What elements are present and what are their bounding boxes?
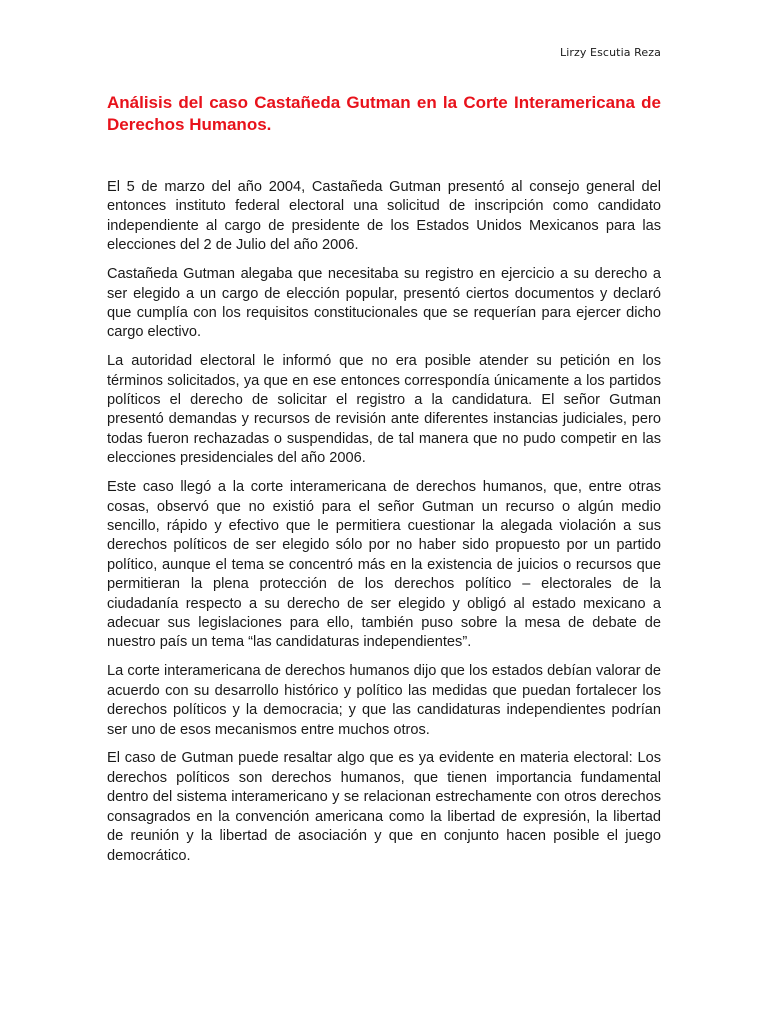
paragraph-1: El 5 de marzo del año 2004, Castañeda Gutman presentó al consejo general del entonces instituto federal electoral una solicitud de inscripción como candidato independiente al cargo de presidente de los Estados Unidos Mexicanos para las elecciones del 2 de Julio del año 2006. [107,179,661,254]
paragraph-2: Castañeda Gutman alegaba que necesitaba su registro en ejercicio a su derecho a ser elegido a un cargo de elección popular, presentó ciertos documentos y declaró que cumplía con los requisitos constitucionales que se requerían para ejercer dicho cargo electivo. [107,266,661,341]
paragraph-4: Este caso llegó a la corte interamericana de derechos humanos, que, entre otras cosas, observó que no existió para el señor Gutman un recurso o algún medio sencillo, rápido y efectivo que le permitiera cuestionar la alegada violación a sus derechos políticos de ser elegido sólo por no haber sido propuesto por un partido político, aunque el tema se concentró más en la existencia de juicios o recursos que permitieran la plena protección de los derechos político – electorales de la ciudadanía respecto a su derecho de ser elegido y obligó al estado mexicano a adecuar sus legislaciones para ello, también puso sobre la mesa de debate de nuestro país un tema “las candidaturas independientes”. [107,479,661,651]
paragraph-6: El caso de Gutman puede resaltar algo que es ya evidente en materia electoral: Los derechos políticos son derechos humanos, que tienen importancia fundamental dentro del sistema interamericano y se relacionan estrechamente con otros derechos consagrados en la convención americana como la libertad de expresión, la libertad de reunión y la libertad de asociación y que en conjunto hacen posible el juego democrático. [107,750,661,864]
document-title: Análisis del caso Castañeda Gutman en la Corte Interamericana de Derechos Humanos. [107,93,661,134]
document-body [107,178,661,875]
paragraph-3: La autoridad electoral le informó que no era posible atender su petición en los términos solicitados, ya que en ese entonces correspondía únicamente a los partidos políticos el derecho de solicitar el registro a la candidatura. El señor Gutman presentó demandas y recursos de revisión ante diferentes instancias judiciales, pero todas fueron rechazadas o suspendidas, de tal manera que no pudo competir en las elecciones presidenciales del año 2006. [107,353,661,467]
paragraph-5: La corte interamericana de derechos humanos dijo que los estados debían valorar de acuerdo con su desarrollo histórico y político las medidas que puedan fortalecer los derechos políticos y la democracia; y que las candidaturas independientes podrían ser uno de esos mecanismos entre muchos otros. [107,663,661,738]
header-author: Lirzy Escutia Reza [559,46,661,59]
